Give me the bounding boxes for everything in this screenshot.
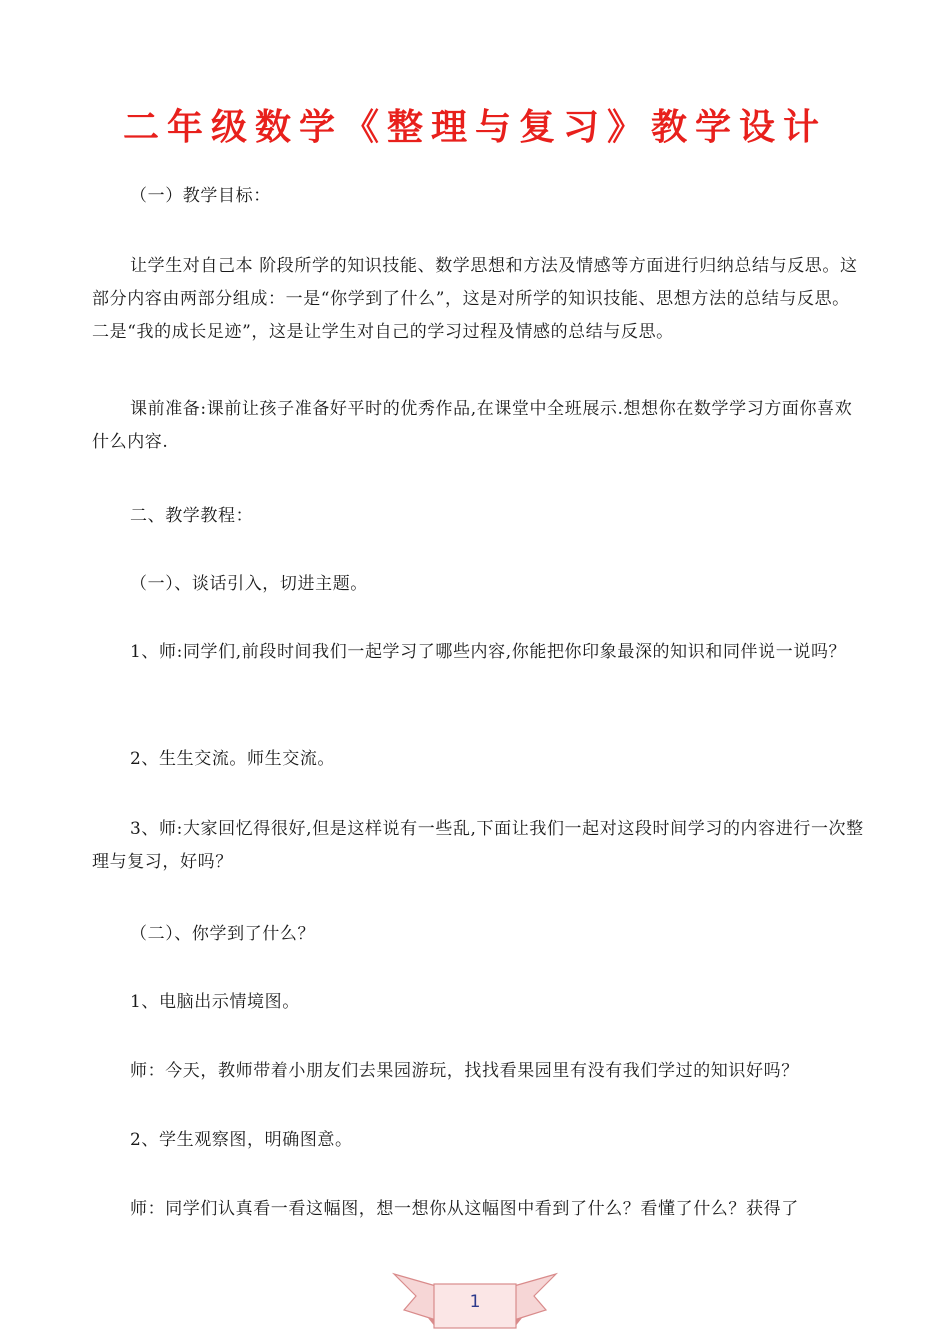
paragraph-section-one [92, 568, 864, 601]
paragraph-text: 二、教学教程： [130, 506, 254, 526]
paragraph-text: 让学生对自己本 阶段所学的知识技能、数学思想和方法及情感等方面进行归纳总结与反思。这部分内容由两部分组成：一是“你学到了什么”，这是对所学的知识技能、思想方法的总结与反思。二是“我的成长足迹”，这是让学生对自己的学习过程及情感的总结与反思。 [92, 256, 858, 342]
page-number: 1 [469, 1292, 481, 1312]
paragraph-section-two [92, 918, 864, 951]
paragraph-text: 师：今天，教师带着小朋友们去果园游玩，找找看果园里有没有我们学过的知识好吗？ [130, 1061, 799, 1081]
paragraph-text: 2、生生交流。师生交流。 [130, 749, 336, 769]
paragraph-preparation [92, 393, 864, 459]
paragraph-text: 1、师:同学们,前段时间我们一起学习了哪些内容,你能把你印象最深的知识和同伴说一说吗？ [130, 642, 847, 662]
paragraph-text: 1、电脑出示情境图。 [130, 992, 300, 1012]
paragraph-text: 2、学生观察图，明确图意。 [130, 1130, 353, 1150]
document-title: 二年级数学《整理与复习》教学设计 [122, 107, 827, 148]
paragraph-objectives-heading [92, 180, 864, 213]
paragraph-computer-image [92, 986, 864, 1019]
paragraph-step-3 [92, 813, 864, 879]
paragraph-step-2 [92, 743, 864, 776]
paragraph-text: （二）、你学到了什么？ [130, 924, 316, 944]
page-number-badge [390, 1270, 560, 1330]
paragraph-teacher-look [92, 1193, 864, 1226]
paragraph-text: 课前准备:课前让孩子准备好平时的优秀作品,在课堂中全班展示.想想你在数学学习方面你喜欢什么内容. [92, 399, 853, 452]
paragraph-text: 3、师:大家回忆得很好,但是这样说有一些乱,下面让我们一起对这段时间学习的内容进行一次整理与复习，好吗？ [92, 819, 864, 872]
paragraph-objectives-body [92, 250, 864, 349]
paragraph-text: （一）教学目标： [130, 186, 271, 206]
paragraph-text: （一）、谈话引入，切进主题。 [130, 574, 368, 594]
paragraph-text: 师：同学们认真看一看这幅图，想一想你从这幅图中看到了什么？看懂了什么？获得了 [130, 1199, 799, 1219]
paragraph-observe [92, 1124, 864, 1157]
paragraph-step-1 [92, 636, 864, 669]
paragraph-process-heading [92, 500, 864, 533]
paragraph-teacher-orchard [92, 1055, 864, 1088]
